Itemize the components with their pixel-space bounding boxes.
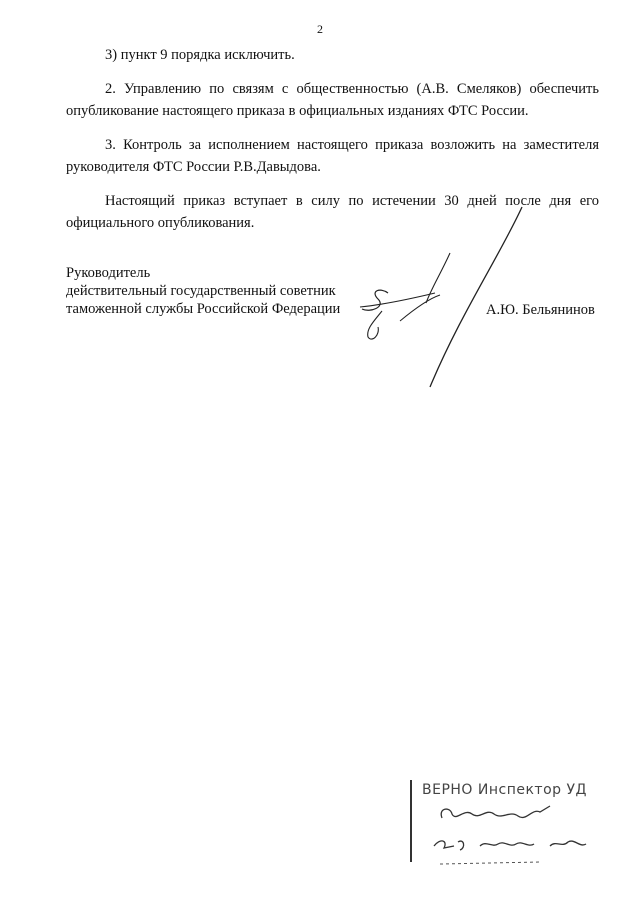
paragraph-item-3: 3) пункт 9 порядка исключить. [105,47,295,63]
stamp-title: ВЕРНО Инспектор УД [422,782,587,798]
signatory-position [66,264,340,318]
certification-stamp [410,774,610,874]
paragraph-effective-date: Настоящий приказ вступает в силу по истечении 30 дней после дня его официального опубликования. [66,193,599,231]
handwritten-signature [340,195,540,395]
stamp-border [410,780,412,862]
paragraph-control: 3. Контроль за исполнением настоящего приказа возложить на заместителя руководителя ФТС России Р.В.Давыдова. [66,137,599,175]
position-line-2: действительный государственный советник [66,283,336,299]
stamp-handwriting [420,800,610,870]
signer-name: А.Ю. Бельянинов [486,302,595,318]
paragraph-publication: 2. Управлению по связям с общественностью (А.В. Смеляков) обеспечить опубликование настоящего приказа в официальных изданиях ФТС России. [66,81,599,119]
position-line-3: таможенной службы Российской Федерации [66,301,341,317]
page-number: 2 [317,22,323,36]
position-line-1: Руководитель [66,265,151,281]
